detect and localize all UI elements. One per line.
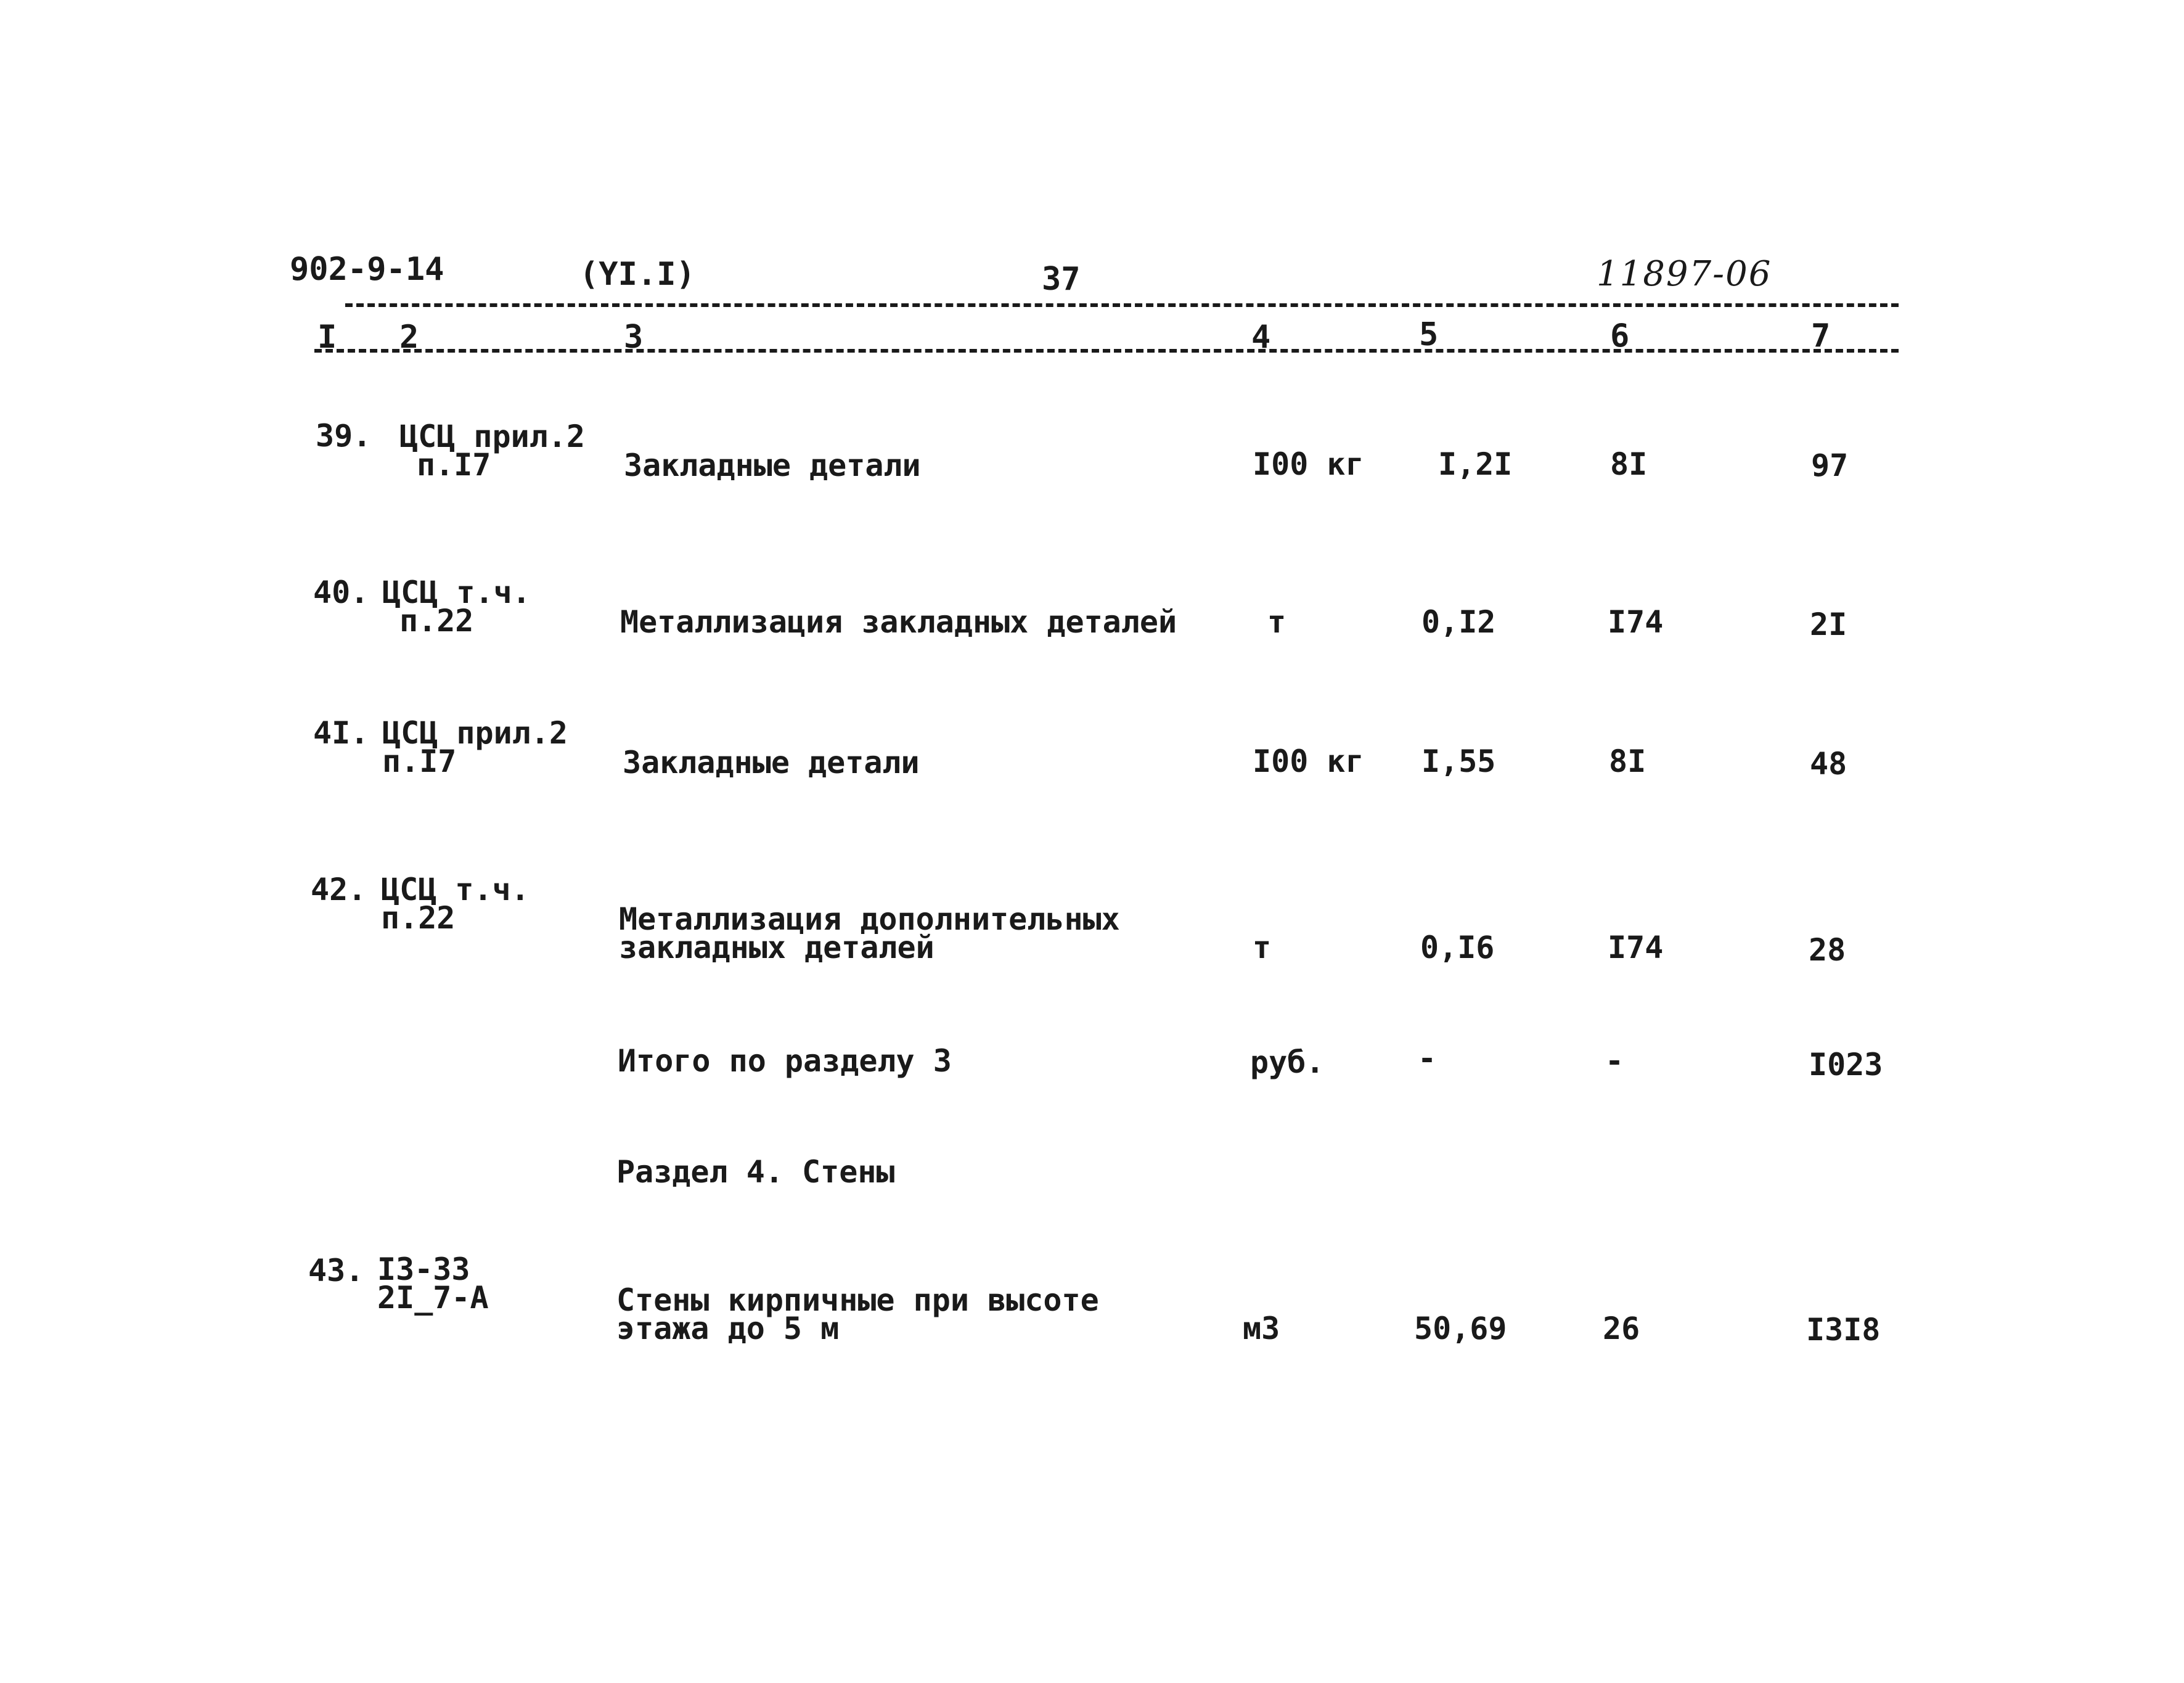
row-42-unit-price: I74: [1608, 930, 1664, 965]
col-header-3: 3: [624, 319, 644, 356]
row-43-reference: [377, 1251, 489, 1316]
subtotal-unit-price: -: [1605, 1043, 1624, 1079]
row-43-number: 43.: [308, 1253, 364, 1288]
row-39-quantity: I,2I: [1438, 446, 1513, 482]
subtotal-unit: руб.: [1250, 1044, 1325, 1080]
subtotal-label: Итого по разделу 3: [618, 1043, 952, 1079]
row-42-quantity: 0,I6: [1420, 930, 1495, 965]
row-42-desc-line2: закладных деталей: [619, 930, 935, 965]
row-40-number: 40.: [313, 575, 369, 610]
col-header-2: 2: [399, 319, 419, 356]
header-rule-top: [345, 303, 1899, 307]
row-43-ref-line2: 2I_7-А: [377, 1280, 489, 1316]
row-39-description: Закладные детали: [624, 448, 921, 483]
row-40-total: 2I: [1810, 607, 1847, 642]
row-42-total: 28: [1809, 932, 1846, 968]
row-41-description: Закладные детали: [623, 745, 920, 780]
col-header-6: 6: [1610, 317, 1630, 354]
row-43-ref-line1: I3-33: [377, 1251, 470, 1287]
row-43-desc-line1: Стены кирпичные при высоте: [616, 1282, 1099, 1318]
subtotal-quantity: -: [1418, 1041, 1437, 1076]
header-rule-bottom: [314, 349, 1899, 353]
row-39-ref-line1: ЦСЦ прил.2: [399, 419, 586, 454]
row-41-number: 4I.: [313, 715, 369, 751]
row-42-ref-line2: п.22: [381, 900, 456, 936]
row-42-number: 42.: [311, 872, 367, 907]
section-heading: Раздел 4. Стены: [616, 1154, 895, 1190]
row-40-quantity: 0,I2: [1421, 604, 1496, 640]
col-header-4: 4: [1251, 319, 1271, 356]
row-41-reference: [382, 715, 568, 779]
row-42-ref-line1: ЦСЦ т.ч.: [381, 872, 530, 907]
row-40-unit-price: I74: [1608, 604, 1664, 640]
row-43-total: I3I8: [1806, 1312, 1881, 1348]
row-39-reference: [399, 419, 586, 483]
row-41-unit-price: 8I: [1609, 743, 1646, 779]
row-40-reference: [382, 575, 531, 639]
archive-number: 11897-06: [1597, 254, 1772, 294]
section-code: (YI.I): [579, 256, 695, 293]
row-42-reference: [381, 872, 530, 936]
row-40-ref-line1: ЦСЦ т.ч.: [382, 575, 531, 610]
row-39-number: 39.: [316, 418, 372, 454]
row-39-ref-line2: п.I7: [417, 447, 491, 483]
row-41-unit: I00 кг: [1253, 743, 1364, 779]
doc-number: 902-9-14: [290, 251, 444, 288]
row-42-description: [619, 901, 1120, 965]
row-43-unit-price: 26: [1603, 1311, 1640, 1346]
row-39-unit: I00 кг: [1253, 446, 1364, 482]
subtotal-total: I023: [1809, 1047, 1883, 1083]
col-header-7: 7: [1811, 317, 1831, 354]
row-41-total: 48: [1810, 746, 1847, 782]
row-39-unit-price: 8I: [1610, 446, 1648, 482]
row-42-desc-line1: Металлизация дополнительных: [619, 901, 1120, 937]
col-header-1: I: [317, 319, 337, 356]
row-43-desc-line2: этажа до 5 м: [616, 1311, 840, 1346]
row-39-total: 97: [1811, 448, 1849, 483]
row-43-quantity: 50,69: [1414, 1311, 1507, 1346]
row-40-description: Металлизация закладных деталей: [620, 604, 1177, 640]
row-40-unit: т: [1267, 604, 1286, 640]
row-41-quantity: I,55: [1421, 743, 1496, 779]
row-40-ref-line2: п.22: [399, 603, 474, 639]
row-43-description: [616, 1282, 1099, 1346]
col-header-5: 5: [1419, 316, 1439, 353]
page-number: 37: [1042, 261, 1081, 298]
row-41-ref-line1: ЦСЦ прил.2: [382, 715, 568, 751]
row-41-ref-line2: п.I7: [382, 743, 457, 779]
row-42-unit: т: [1253, 930, 1272, 965]
row-43-unit: м3: [1243, 1311, 1280, 1346]
